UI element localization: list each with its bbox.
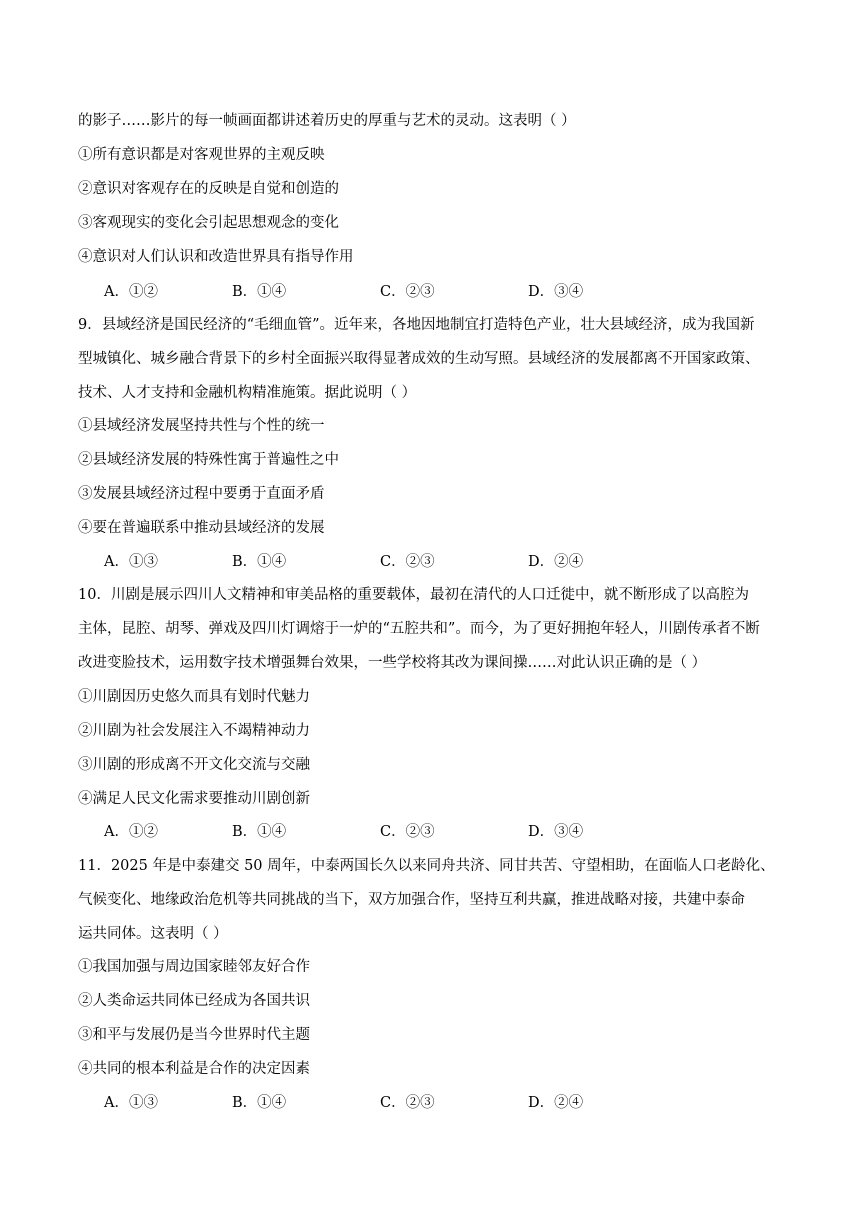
option-c[interactable]: C．②③	[380, 1095, 435, 1111]
q9-statement-1: ①县域经济发展坚持共性与个性的统一	[78, 418, 325, 434]
q9-statement-3: ③发展县域经济过程中要勇于直面矛盾	[78, 486, 325, 502]
q10-stem-line-1: 10．川剧是展示四川人文精神和审美品格的重要载体，最初在清代的人口迁徙中，就不断形成了以高腔为	[78, 587, 749, 603]
option-d[interactable]: D．③④	[528, 824, 584, 840]
option-a[interactable]: A．①③	[104, 1095, 158, 1111]
q11-statement-2: ②人类命运共同体已经成为各国共识	[78, 993, 310, 1009]
q9-statement-2: ②县域经济发展的特殊性寓于普遍性之中	[78, 452, 339, 468]
option-d[interactable]: D．③④	[528, 284, 584, 300]
q9-stem-line-1: 9．县域经济是国民经济的“毛细血管”。近年来，各地因地制宜打造特色产业，壮大县域经济，成为我国新	[78, 317, 755, 333]
option-d[interactable]: D．②④	[528, 1095, 584, 1111]
option-c[interactable]: C．②③	[380, 284, 435, 300]
q11-statement-4: ④共同的根本利益是合作的决定因素	[78, 1061, 310, 1077]
q9-stem-line-2: 型城镇化、城乡融合背景下的乡村全面振兴取得显著成效的生动写照。县域经济的发展都离不开国家政策、	[78, 351, 760, 367]
q10-stem-line-2: 主体，昆腔、胡琴、弹戏及四川灯调熔于一炉的“五腔共和”。而今，为了更好拥抱年轻人，川剧传承者不断	[78, 621, 760, 637]
q11-statement-3: ③和平与发展仍是当今世界时代主题	[78, 1027, 310, 1043]
option-a[interactable]: A．①②	[104, 284, 158, 300]
q11-stem-line-3: 运共同体。这表明（ ）	[78, 926, 228, 942]
q10-stem-line-3: 改进变脸技术，运用数字技术增强舞台效果，一些学校将其改为课间操……对此认识正确的是（ ）	[78, 655, 707, 671]
option-a[interactable]: A．①②	[104, 824, 158, 840]
option-c[interactable]: C．②③	[380, 824, 435, 840]
option-a[interactable]: A．①③	[104, 554, 158, 570]
option-b[interactable]: B．①④	[232, 1095, 287, 1111]
q8-statement-1: ①所有意识都是对客观世界的主观反映	[78, 147, 325, 163]
option-b[interactable]: B．①④	[232, 284, 287, 300]
q10-statement-3: ③川剧的形成离不开文化交流与交融	[78, 757, 310, 773]
option-c[interactable]: C．②③	[380, 554, 435, 570]
q11-stem-line-2: 气候变化、地缘政治危机等共同挑战的当下，双方加强合作，坚持互利共赢，推进战略对接，共建中泰命	[78, 892, 745, 908]
q10-statement-4: ④满足人民文化需求要推动川剧创新	[78, 791, 310, 807]
q8-statement-4: ④意识对人们认识和改造世界具有指导作用	[78, 249, 354, 265]
option-d[interactable]: D．②④	[528, 554, 584, 570]
q11-statement-1: ①我国加强与周边国家睦邻友好合作	[78, 959, 310, 975]
option-b[interactable]: B．①④	[232, 554, 287, 570]
q10-statement-1: ①川剧因历史悠久而具有划时代魅力	[78, 689, 310, 705]
q8-stem-line: 的影子……影片的每一帧画面都讲述着历史的厚重与艺术的灵动。这表明（ ）	[78, 113, 576, 129]
q8-statement-2: ②意识对客观存在的反映是自觉和创造的	[78, 181, 339, 197]
q11-stem-line-1: 11．2025 年是中泰建交 50 周年，中泰两国长久以来同舟共济、同甘共苦、守望相助，在面临人口老龄化、	[78, 858, 775, 874]
q10-statement-2: ②川剧为社会发展注入不竭精神动力	[78, 723, 310, 739]
option-b[interactable]: B．①④	[232, 824, 287, 840]
q9-stem-line-3: 技术、人才支持和金融机构精准施策。据此说明（ ）	[78, 385, 417, 401]
q9-statement-4: ④要在普遍联系中推动县域经济的发展	[78, 520, 325, 536]
q8-statement-3: ③客观现实的变化会引起思想观念的变化	[78, 215, 339, 231]
